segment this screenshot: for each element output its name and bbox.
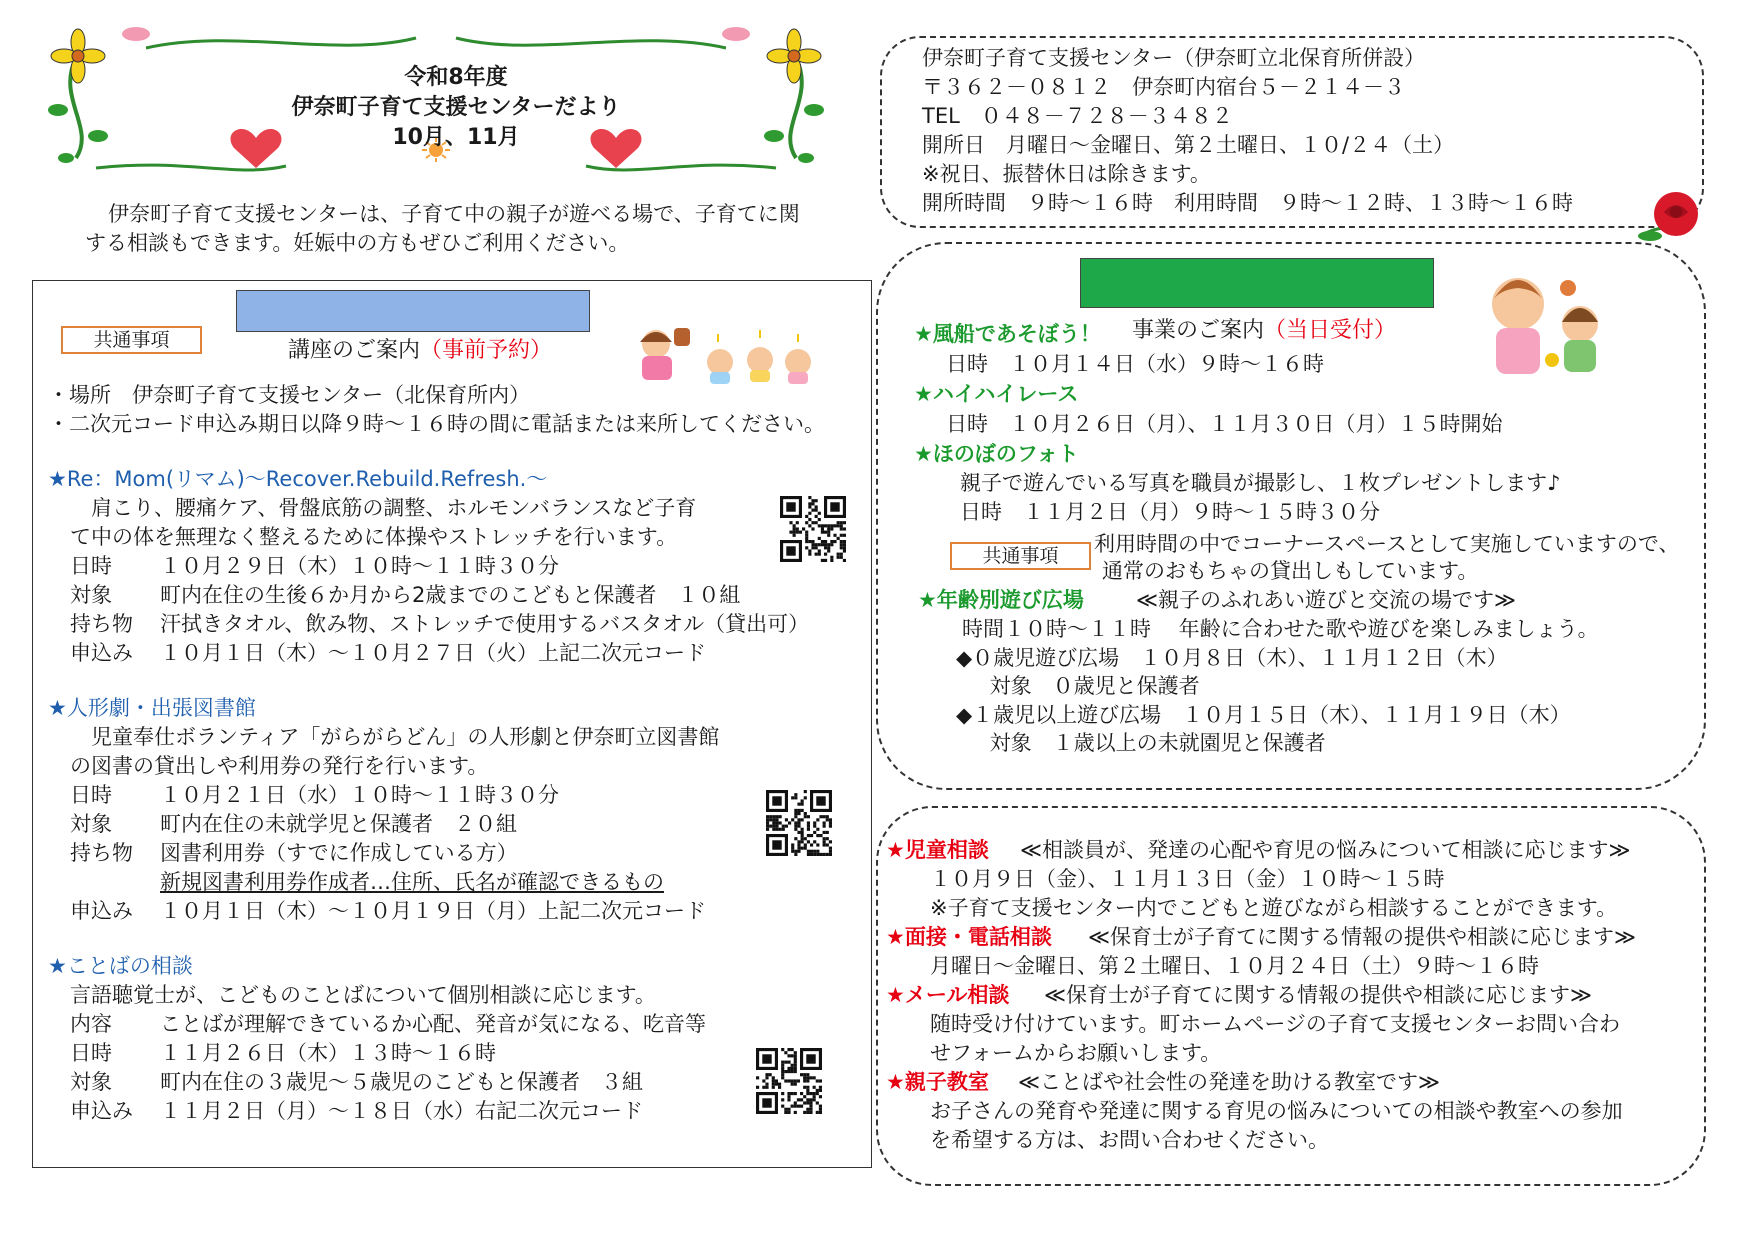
events-common-line: 利用時間の中でコーナースペースとして実施していますので、: [1094, 532, 1680, 556]
age-plaza-line: 時間１０時～１１時 年齢に合わせた歌や遊びを楽しみましょう。: [962, 617, 1599, 641]
qr-code-icon[interactable]: [780, 496, 846, 562]
event-title-age-plaza: ★年齢別遊び広場: [918, 588, 1084, 612]
event-title-crawl: ★ハイハイレース: [914, 382, 1079, 406]
consult-note: ≪相談員が、発達の心配や育児の悩みについて相談に応じます≫: [1020, 838, 1631, 862]
row-label: 対象: [70, 812, 112, 836]
center-hours: 開所時間 ９時～１６時 利用時間 ９時～１２時、１３時～１６時: [922, 191, 1573, 215]
consult-note: ≪保育士が子育てに関する情報の提供や相談に応じます≫: [1088, 925, 1636, 949]
course-place: ・場所 伊奈町子育て支援センター（北保育所内）: [48, 383, 531, 407]
mother-child-illustration: [1476, 258, 1616, 378]
course-desc: 児童奉仕ボランティア「がらがらどん」の人形劇と伊奈町立図書館: [70, 725, 720, 749]
consult-title-mail: ★メール相談: [886, 983, 1010, 1007]
center-holiday-note: ※祝日、振替休日は除きます。: [922, 162, 1211, 186]
course-apply-note: ・二次元コード申込み期日以降９時～１６時の間に電話または来所してください。: [48, 412, 825, 436]
event-line: 日時 １１月２日（月）９時～１５時３０分: [960, 500, 1380, 524]
row-value: １０月１日（木）～１０月１９日（月）上記二次元コード: [160, 899, 706, 923]
event-line: 日時 １０月２６日（月）、１１月３０日（月）１５時開始: [946, 412, 1503, 436]
row-value: 図書利用券（すでに作成している方）: [160, 841, 518, 865]
center-name: 伊奈町子育て支援センター（伊奈町立北保育所併設）: [922, 46, 1426, 70]
courses-common-tag: 共通事項: [61, 326, 202, 354]
row-label: 日時: [70, 783, 112, 807]
newsletter-title-year: 令和8年度: [404, 65, 508, 90]
row-label: 申込み: [70, 641, 133, 665]
age-plaza-note: ≪親子のふれあい遊びと交流の場です≫: [1136, 588, 1516, 612]
center-tel: TEL ０４８－７２８－３４８２: [922, 104, 1233, 128]
consult-line: 随時受け付けています。町ホームページの子育て支援センターお問い合わ: [930, 1012, 1621, 1036]
row-value: 町内在住の生後６か月から2歳までのこどもと保護者 １０組: [160, 583, 741, 607]
course-title-speech: ★ことばの相談: [48, 954, 193, 978]
intro-line-2: する相談もできます。妊娠中の方もぜひご利用ください。: [85, 231, 630, 255]
consult-line: を希望する方は、お問い合わせください。: [930, 1128, 1329, 1152]
row-label: 日時: [70, 1041, 112, 1065]
events-common-line: 通常のおもちゃの貸出しもしています。: [1102, 559, 1479, 583]
courses-heading: [236, 290, 590, 363]
course-desc: の図書の貸出しや利用券の発行を行います。: [70, 754, 489, 778]
row-label: 日時: [70, 554, 112, 578]
course-title-remom: ★Re：Mom(リマム)～Recover.Rebuild.Refresh.～: [48, 467, 548, 491]
row-value: １０月２１日（水）１０時～１１時３０分: [160, 783, 559, 807]
event-line: 親子で遊んでいる写真を職員が撮影し、１枚プレゼントします♪: [960, 471, 1561, 495]
events-heading-main: 事業のご案内: [1131, 318, 1264, 343]
row-value: 汗拭きタオル、飲み物、ストレッチで使用するバスタオル（貸出可）: [160, 612, 810, 636]
row-value: １１月２６日（木）１３時～１６時: [160, 1041, 496, 1065]
row-label: 持ち物: [70, 612, 133, 636]
row-value-underlined: 新規図書利用券作成者…住所、氏名が確認できるもの: [160, 870, 664, 894]
consult-title-class: ★親子教室: [886, 1070, 989, 1094]
consult-title-child: ★児童相談: [886, 838, 989, 862]
row-label: 対象: [70, 583, 112, 607]
qr-code-icon[interactable]: [756, 1048, 822, 1114]
newsletter-title: 伊奈町子育て支援センターだより: [291, 95, 621, 120]
newsletter-months: 10月、11月: [392, 125, 520, 150]
consult-note: ≪ことばや社会性の発達を助ける教室です≫: [1018, 1070, 1440, 1094]
courses-heading-main: 講座のご案内: [287, 338, 420, 363]
row-label: 対象: [70, 1070, 112, 1094]
qr-code-icon[interactable]: [766, 790, 832, 856]
course-desc: て中の体を無理なく整えるために体操やストレッチを行います。: [70, 525, 678, 549]
events-heading-sub: （当日受付）: [1264, 318, 1397, 343]
age-plaza-line: ◆１歳児以上遊び広場 １０月１５日（木）、１１月１９日（木）: [956, 703, 1571, 727]
row-value: 町内在住の３歳児～５歳児のこどもと保護者 ３組: [160, 1070, 643, 1094]
rose-icon: [1630, 186, 1710, 246]
courses-heading-sub: （事前予約）: [420, 338, 553, 363]
consult-line: せフォームからお願いします。: [930, 1041, 1222, 1065]
row-value: １０月１日（木）～１０月２７日（火）上記二次元コード: [160, 641, 706, 665]
center-address: 〒３６２－０８１２ 伊奈町内宿台５－２１４－３: [922, 75, 1405, 99]
row-label: 申込み: [70, 899, 133, 923]
row-label: 内容: [70, 1012, 112, 1036]
row-value: １０月２９日（木）１０時～１１時３０分: [160, 554, 559, 578]
consult-line: ※子育て支援センター内でこどもと遊びながら相談することができます。: [930, 896, 1618, 920]
course-desc: 肩こり、腰痛ケア、骨盤底筋の調整、ホルモンバランスなど子育: [70, 496, 697, 520]
event-line: 日時 １０月１４日（水）９時～１６時: [946, 352, 1324, 376]
course-title-puppet: ★人形劇・出張図書館: [48, 696, 256, 720]
events-common-tag: 共通事項: [950, 542, 1091, 570]
event-title-balloon: ★風船であそぼう！: [914, 322, 1101, 346]
age-plaza-line: 対象 １歳以上の未就園児と保護者: [962, 731, 1326, 755]
events-heading: [1080, 258, 1434, 343]
event-title-photo: ★ほのぼのフォト: [914, 442, 1079, 466]
consult-note: ≪保育士が子育てに関する情報の提供や相談に応じます≫: [1044, 983, 1592, 1007]
course-desc: 言語聴覚士が、こどものことばについて個別相談に応じます。: [70, 983, 656, 1007]
row-value: ことばが理解できているか心配、発音が気になる、吃音等: [160, 1012, 706, 1036]
intro-line-1: 伊奈町子育て支援センターは、子育て中の親子が遊べる場で、子育てに関: [108, 202, 800, 226]
age-plaza-line: 対象 ０歳児と保護者: [962, 674, 1200, 698]
consult-title-interview: ★面接・電話相談: [886, 925, 1052, 949]
center-open-days: 開所日 月曜日～金曜日、第２土曜日、１０/２４（土）: [922, 133, 1455, 157]
consult-line: 月曜日～金曜日、第２土曜日、１０月２４日（土）９時～１６時: [930, 954, 1539, 978]
children-illustration: [626, 320, 826, 386]
row-label: 持ち物: [70, 841, 133, 865]
row-value: １１月２日（月）～１８日（水）右記二次元コード: [160, 1099, 643, 1123]
consult-line: お子さんの発育や発達に関する育児の悩みについての相談や教室への参加: [930, 1099, 1623, 1123]
age-plaza-line: ◆０歳児遊び広場 １０月８日（木）、１１月１２日（木）: [956, 646, 1508, 670]
row-label: 申込み: [70, 1099, 133, 1123]
row-value: 町内在住の未就学児と保護者 ２０組: [160, 812, 517, 836]
consult-line: １０月９日（金）、１１月１３日（金）１０時～１５時: [930, 867, 1445, 891]
